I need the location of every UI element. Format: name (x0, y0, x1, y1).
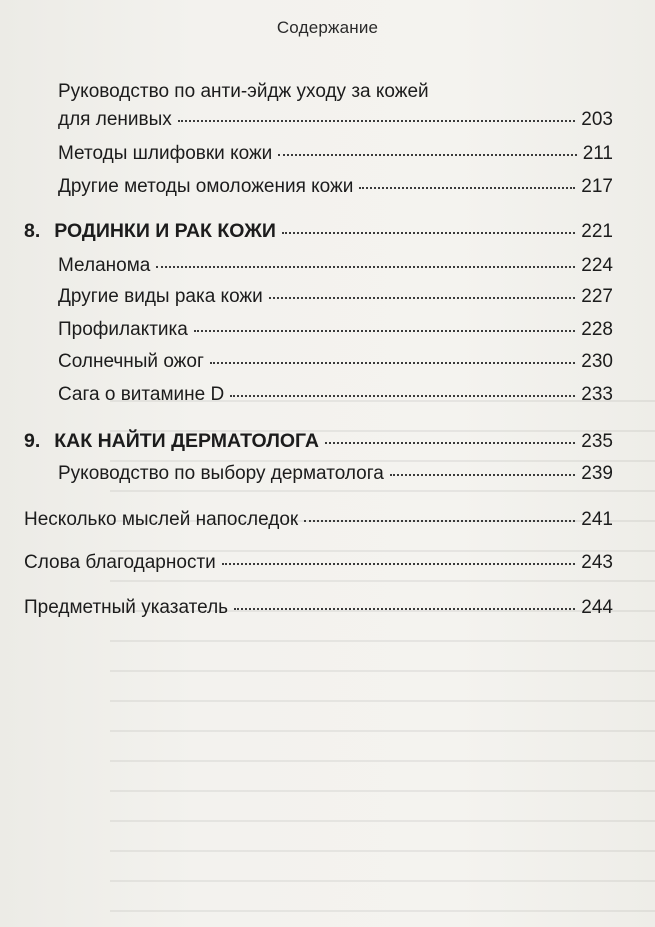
toc-page-number: 244 (581, 597, 613, 618)
toc-page-number: 235 (581, 431, 613, 452)
dot-leader (234, 607, 575, 610)
toc-page-number: 221 (581, 221, 613, 242)
chapter-number: 9. (24, 430, 41, 452)
toc-page-number: 241 (581, 509, 613, 530)
toc-entry-title: Несколько мыслей напоследок (24, 509, 299, 530)
toc-entry[interactable] (58, 254, 613, 278)
dot-leader (210, 361, 575, 364)
dot-leader (178, 119, 576, 122)
toc-entry-title: Меланома (58, 255, 151, 276)
dot-leader (359, 186, 575, 189)
dot-leader (304, 519, 575, 522)
dot-leader (282, 231, 575, 234)
dot-leader (222, 562, 576, 565)
chapter-number: 8. (24, 220, 41, 242)
toc-page-number: 228 (581, 319, 613, 340)
toc-entry[interactable] (58, 142, 613, 166)
toc-page-number: 230 (581, 351, 613, 372)
toc-page-number: 233 (581, 384, 613, 405)
toc-entry-title: Слова благодарности (24, 552, 216, 573)
toc-entry[interactable] (58, 462, 613, 486)
dot-leader (278, 153, 576, 156)
toc-entry-title: Солнечный ожог (58, 351, 204, 372)
running-head: Содержание (276, 18, 379, 37)
toc-entry[interactable] (58, 175, 613, 199)
toc-page-number: 243 (581, 552, 613, 573)
toc-page-number: 203 (581, 109, 613, 130)
dot-leader (390, 473, 576, 476)
chapter-title: КАК НАЙТИ ДЕРМАТОЛОГА (54, 430, 319, 452)
toc-entry[interactable] (24, 551, 613, 575)
dot-leader (325, 441, 575, 444)
toc-entry[interactable] (58, 108, 613, 132)
toc-page-number: 239 (581, 463, 613, 484)
toc-entry-title: Другие методы омоложения кожи (58, 176, 354, 197)
bleed-through-text (110, 380, 655, 920)
toc-entry-title: Предметный указатель (24, 597, 229, 618)
toc-entry[interactable] (58, 285, 613, 309)
toc-entry-title: для ленивых (58, 109, 172, 130)
toc-entry-title: Профилактика (58, 319, 188, 340)
toc-entry[interactable] (58, 318, 613, 342)
toc-page-number: 211 (582, 143, 613, 164)
toc-entry-line1: Руководство по анти-эйдж уходу за кожей (58, 81, 429, 102)
dot-leader (269, 296, 576, 299)
dot-leader (156, 265, 575, 268)
toc-entry[interactable] (58, 350, 613, 374)
toc-entry[interactable] (58, 383, 613, 407)
toc-page-number: 224 (581, 255, 613, 276)
toc-entry-title: Сага о витамине D (58, 384, 225, 405)
toc-chapter-entry[interactable] (24, 429, 613, 454)
toc-chapter-entry[interactable] (24, 219, 613, 244)
chapter-title: РОДИНКИ И РАК КОЖИ (54, 220, 276, 242)
dot-leader (194, 329, 575, 332)
toc-entry-title: Методы шлифовки кожи (58, 143, 273, 164)
toc-page-number: 227 (581, 286, 613, 307)
toc-page-number: 217 (581, 176, 613, 197)
toc-entry[interactable] (24, 508, 613, 532)
toc-entry-title: Руководство по выбору дерматолога (58, 463, 384, 484)
toc-entry-title: Другие виды рака кожи (58, 286, 263, 307)
dot-leader (230, 394, 575, 397)
toc-entry[interactable] (24, 596, 613, 620)
